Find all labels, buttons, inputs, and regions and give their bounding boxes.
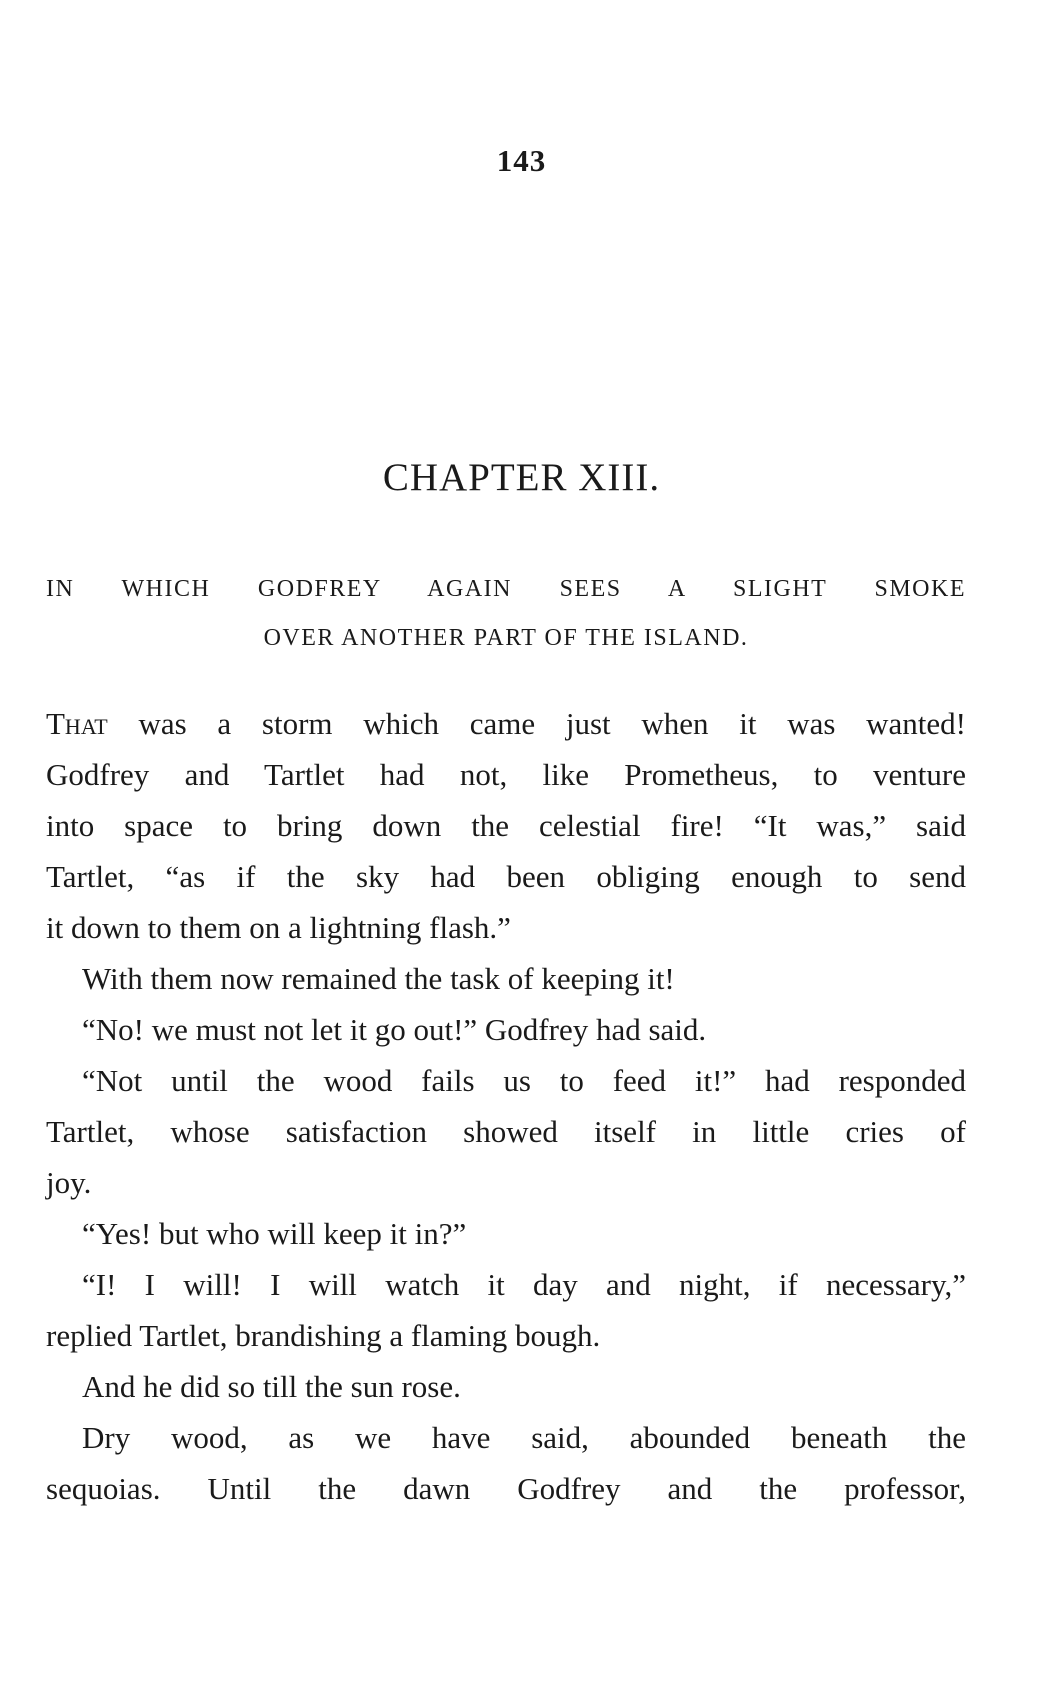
text-line: Godfrey and Tartlet had not, like Prometheus, to venture: [46, 757, 966, 792]
chapter-title: CHAPTER XIII.: [382, 456, 661, 499]
text-line: sequoias. Until the dawn Godfrey and the professor,: [46, 1471, 966, 1506]
text-line: Tartlet, “as if the sky had been obliging enough to send: [46, 859, 966, 894]
text-line: “I! I will! I will watch it day and night, if necessary,”: [82, 1267, 966, 1302]
text-line: joy.: [46, 1165, 92, 1200]
body-text: [46, 698, 966, 1514]
text-line: “No! we must not let it go out!” Godfrey had said.: [82, 1012, 707, 1047]
subtitle-line-1: IN WHICH GODFREY AGAIN SEES A SLIGHT SMOKE: [46, 576, 966, 602]
page-number: 143: [496, 143, 547, 178]
text-line: Dry wood, as we have said, abounded beneath the: [82, 1420, 966, 1455]
text-line: replied Tartlet, brandishing a flaming bough.: [46, 1318, 601, 1353]
text-line-rest: was a storm which came just when it was wanted!: [107, 706, 966, 741]
subtitle-line-2: OVER ANOTHER PART OF THE ISLAND.: [263, 625, 749, 651]
text-line: [46, 698, 966, 749]
text-line: Tartlet, whose satisfaction showed itself in little cries of: [46, 1114, 966, 1149]
drop-word: That: [46, 706, 108, 741]
text-line: into space to bring down the celestial fire! “It was,” said: [46, 808, 966, 843]
text-line: “Yes! but who will keep it in?”: [82, 1216, 467, 1251]
text-line: And he did so till the sun rose.: [82, 1369, 461, 1404]
text-line: it down to them on a lightning flash.”: [46, 910, 511, 945]
chapter-subtitle: [46, 565, 966, 663]
text-line: “Not until the wood fails us to feed it!” had responded: [82, 1063, 966, 1098]
text-line: With them now remained the task of keeping it!: [82, 961, 675, 996]
